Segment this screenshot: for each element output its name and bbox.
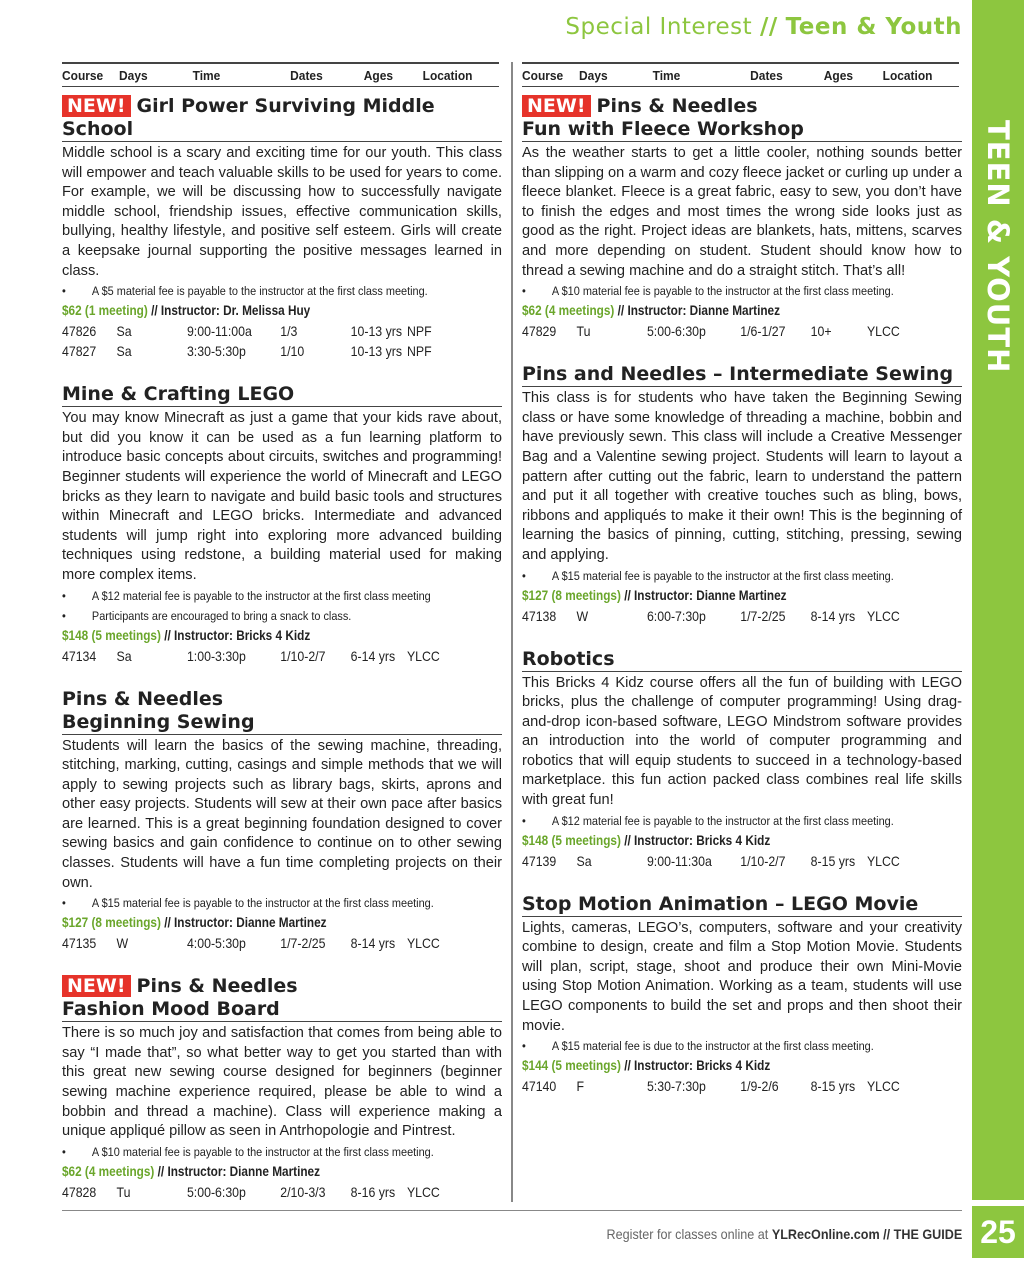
note-text: A $12 material fee is payable to the instructor at the first class meeting. [551, 813, 894, 828]
course-description: There is so much joy and satisfaction that comes from being able to say “I made that”, so what better way to get you started than with this great new sewing course designed for beginners (beginner sewing machine experience required, please be able to wind a bobbin and thread a machine). Class will experience making a unique appliqué pillow as seen in Antrhopologie and Pintrest. [62, 1025, 502, 1140]
session-time: 5:00-6:30p [646, 323, 706, 340]
session-course[interactable]: 47134 [62, 647, 97, 664]
note-text: A $15 material fee is payable to the instructor at the first class meeting. [551, 568, 894, 583]
course-instructor: // Instructor: Dr. Melissa Huy [151, 303, 311, 319]
course-listing [522, 893, 962, 1097]
course-description: As the weather starts to get a little cooler, nothing sounds better than slipping on a warm and cozy fleece jacket or curling up under a fleece blanket. Fleece is a great fabric, easy to sew, you don’t have to finish the edges and most times the wrong side looks just as good as the right. Project ideas are blankets, hats, mittens, scarves and more depending on student. Student should know how to thread a sewing machine and do a straight stitch. That’s all! [522, 145, 962, 279]
session-days: Sa [116, 323, 132, 340]
session-days: Sa [576, 852, 592, 869]
course-description: Lights, cameras, LEGO’s, computers, software and your creativity combine to design, create and film a Stop Motion Movie. Students will plan, script, stage, shoot and produce their own Mini-Movie using Stop Motion Animation. Working as a team, students will use LEGO components to build the set and props and then shoot their movie. [522, 919, 962, 1034]
course-instructor: // Instructor: Dianne Martinez [624, 587, 787, 603]
session-course[interactable]: 47826 [62, 323, 97, 340]
session-row [62, 1182, 500, 1202]
course-title [522, 893, 962, 917]
session-time: 3:30-5:30p [186, 343, 246, 360]
session-location: YLCC [866, 607, 900, 624]
course-title [522, 648, 962, 672]
session-dates: 1/7-2/25 [280, 935, 326, 952]
course-instructor: // Instructor: Bricks 4 Kidz [624, 832, 771, 848]
course-title [522, 95, 962, 142]
session-location: YLCC [866, 1078, 900, 1095]
session-location: NPF [406, 323, 432, 340]
footer-rule [62, 1210, 962, 1211]
session-ages: 10+ [810, 323, 832, 340]
page-number: 25 [972, 1206, 1024, 1258]
course-title-line: Mine & Crafting LEGO [62, 383, 295, 406]
session-location: YLCC [866, 323, 900, 340]
note-text: A $5 material fee is payable to the instructor at the first class meeting. [91, 284, 428, 299]
header-time: Time [192, 68, 221, 83]
session-ages: 8-15 yrs [810, 1078, 856, 1095]
session-ages: 8-14 yrs [810, 607, 856, 624]
footer-guide: THE GUIDE [893, 1226, 962, 1242]
course-description: Students will learn the basics of the sewing machine, threading, stitching, marking, cutting, casings and simple methods that we will apply to sewing projects such as library bags, skirts, aprons and other easy projects. Students will sew at their own pace after basics are learned. This is a great beginning foundation designed to cover sewing basics and gain confidence to continue on to other sewing classes. Students will have a fun time completing projects on their own. [62, 737, 502, 891]
course-listing [62, 975, 502, 1202]
course-note [522, 281, 960, 301]
note-text: Participants are encouraged to bring a snack to class. [91, 608, 352, 623]
session-days: Tu [116, 1183, 131, 1200]
session-time: 4:00-5:30p [186, 935, 246, 952]
session-row [62, 646, 500, 666]
session-course[interactable]: 47140 [522, 1078, 557, 1095]
new-badge: NEW! [62, 95, 131, 117]
course-description: This Bricks 4 Kidz course offers all the fun of building with LEGO bricks, plus the challenge of computer programming! Using drag-and-drop icon-based software, LEGO Mindstrom software provides an introduction into the world of computer programming and robotics that will equip students to succeed in a technology-based marketplace. this fun action packed class combines real life skills with great fun! [522, 674, 962, 809]
bullet-icon: • [62, 588, 66, 603]
header-location: Location [882, 68, 933, 83]
session-time: 5:30-7:30p [646, 1078, 706, 1095]
course-title-line: Beginning Sewing [62, 710, 255, 733]
course-price: $62 (4 meetings) [522, 303, 615, 319]
bullet-icon: • [62, 1144, 66, 1159]
footer-url[interactable]: YLRecOnline.com [771, 1226, 880, 1242]
left-column [62, 62, 502, 1202]
bullet-icon: • [62, 896, 66, 911]
course-title-line: Pins and Needles – Intermediate Sewing [522, 363, 954, 386]
header-days: Days [579, 68, 608, 83]
session-ages: 6-14 yrs [350, 647, 396, 664]
session-dates: 1/3 [280, 323, 298, 340]
session-days: W [576, 607, 589, 624]
right-column [522, 62, 962, 1096]
session-days: Tu [576, 323, 591, 340]
note-text: A $15 material fee is payable to the instructor at the first class meeting. [91, 896, 434, 911]
header-ages: Ages [823, 68, 854, 83]
session-days: Sa [116, 647, 132, 664]
session-days: F [576, 1078, 585, 1095]
course-price-line [62, 626, 500, 646]
course-title [62, 975, 502, 1022]
footer [606, 1226, 962, 1242]
note-text: A $10 material fee is payable to the instructor at the first class meeting. [551, 284, 894, 299]
session-time: 9:00-11:00a [186, 323, 252, 340]
bullet-icon: • [522, 568, 526, 583]
course-instructor: // Instructor: Dianne Martinez [157, 1163, 321, 1179]
header-course: Course [522, 68, 564, 83]
bullet-icon: • [522, 813, 526, 828]
course-listing [522, 363, 962, 625]
course-price: $62 (4 meetings) [62, 1163, 155, 1179]
session-time: 5:00-6:30p [186, 1183, 246, 1200]
session-row [62, 321, 500, 341]
bullet-icon: • [522, 1039, 526, 1054]
session-course[interactable]: 47829 [522, 323, 557, 340]
session-course[interactable]: 47828 [62, 1183, 97, 1200]
session-ages: 8-14 yrs [350, 935, 396, 952]
course-description: You may know Minecraft as just a game that your kids rave about, but did you know it can be used as a fun learning platform to introduce basic concepts about circuits, switches and programming! Beginner students will experience the world of Minecraft and LEGO bricks as they learn to navigate and build basic tools and structures within Minecraft and LEGO bricks. Intermediate and advanced students will jump right into exploring more advanced building techniques using redstone, a building material used for making more complex items. [62, 410, 502, 583]
course-description: Middle school is a scary and exciting time for our youth. This class will empower and teach valuable skills to be used for years to come. For example, we will be discussing how to successfully navigate middle school, friendship issues, effective communication skills, bullying, healthy lifestyle, and positive self esteem. Girls will create a keepsake journal supporting the positive messages learned in class. [62, 145, 502, 279]
session-dates: 1/7-2/25 [740, 607, 786, 624]
session-dates: 1/10-2/7 [740, 852, 786, 869]
course-price-line [522, 586, 960, 606]
session-time: 6:00-7:30p [646, 607, 706, 624]
session-row [522, 1076, 960, 1096]
session-location: NPF [406, 343, 432, 360]
session-row [522, 851, 960, 871]
session-ages: 8-16 yrs [350, 1183, 396, 1200]
session-ages: 10-13 yrs [350, 323, 402, 340]
course-description: This class is for students who have taken the Beginning Sewing class or have some knowledge of threading a machine, bobbin and have previously sewn. This class will include a Creative Messenger Bag and a Valentine sewing project. Students will learn to layout a pattern after cutting out the fabric, learn to understand the pattern and put it all together with creative touches such as bling, bows, ribbons and appliqués to make it their own! This is the beginning of learning the basics of pinning, cutting, stitching, pressing, sewing and applying. [522, 390, 962, 563]
course-price-line [62, 1162, 500, 1182]
course-instructor: // Instructor: Dianne Martinez [164, 915, 327, 931]
course-price-line [62, 913, 500, 933]
session-location: YLCC [406, 935, 440, 952]
session-location: YLCC [406, 1183, 440, 1200]
new-badge: NEW! [62, 975, 131, 997]
session-row [522, 321, 960, 341]
course-title-line: Pins & Needles [596, 95, 758, 117]
header-time: Time [652, 68, 681, 83]
session-ages: 10-13 yrs [350, 343, 402, 360]
bullet-icon: • [522, 284, 526, 299]
bullet-icon: • [62, 284, 66, 299]
course-note [522, 1036, 960, 1056]
course-title-line: Robotics [522, 647, 615, 670]
course-title-line: Stop Motion Animation – LEGO Movie [522, 892, 919, 915]
course-title-line: Fun with Fleece Workshop [522, 118, 804, 140]
session-dates: 1/6-1/27 [740, 323, 786, 340]
course-title [522, 363, 962, 387]
session-row [62, 933, 500, 953]
session-dates: 1/10-2/7 [280, 647, 326, 664]
footer-separator: // [882, 1226, 890, 1242]
session-dates: 1/10 [280, 343, 305, 360]
bullet-icon: • [62, 608, 66, 623]
course-listing [522, 648, 962, 871]
course-note [522, 811, 960, 831]
course-title-line: Fashion Mood Board [62, 998, 280, 1021]
session-course[interactable]: 47138 [522, 607, 557, 624]
course-title [62, 95, 502, 142]
note-text: A $10 material fee is payable to the instructor at the first class meeting. [91, 1144, 434, 1159]
session-days: Sa [116, 343, 132, 360]
session-ages: 8-15 yrs [810, 852, 856, 869]
header-location: Location [422, 68, 473, 83]
footer-prefix: Register for classes online at [606, 1226, 769, 1242]
course-price: $127 (8 meetings) [62, 915, 161, 931]
course-price: $144 (5 meetings) [522, 1058, 621, 1074]
course-note [522, 566, 960, 586]
course-listing [522, 95, 962, 341]
course-note [62, 893, 500, 913]
session-time: 1:00-3:30p [186, 647, 246, 664]
session-days: W [116, 935, 129, 952]
header-days: Days [119, 68, 148, 83]
course-instructor: // Instructor: Bricks 4 Kidz [624, 1058, 771, 1074]
session-dates: 2/10-3/3 [280, 1183, 326, 1200]
course-listing [62, 688, 502, 954]
session-course[interactable]: 47135 [62, 935, 97, 952]
course-instructor: // Instructor: Bricks 4 Kidz [164, 627, 311, 643]
session-row [522, 606, 960, 626]
session-location: YLCC [866, 852, 900, 869]
session-course[interactable]: 47139 [522, 852, 557, 869]
side-tab [972, 0, 1024, 1200]
side-tab-label: TEEN & YOUTH [981, 120, 1015, 374]
session-time: 9:00-11:30a [646, 852, 712, 869]
course-listing [62, 95, 502, 361]
course-note [62, 586, 500, 606]
course-price-line [62, 301, 500, 321]
session-row [62, 341, 500, 361]
session-dates: 1/9-2/6 [740, 1078, 779, 1095]
header-section: Special Interest [565, 14, 753, 40]
course-title [62, 383, 502, 407]
course-title-line: Girl Power Surviving Middle School [62, 95, 435, 140]
session-course[interactable]: 47827 [62, 343, 97, 360]
course-price-line [522, 1056, 960, 1076]
course-listing [62, 383, 502, 665]
page-header [560, 14, 962, 40]
header-dates: Dates [750, 68, 783, 83]
course-note [62, 606, 500, 626]
header-category: Teen & Youth [785, 14, 962, 40]
note-text: A $12 material fee is payable to the instructor at the first class meeting [91, 588, 431, 603]
course-title [62, 688, 502, 735]
course-title-line: Pins & Needles [136, 975, 298, 998]
course-price: $148 (5 meetings) [522, 832, 621, 848]
session-location: YLCC [406, 647, 440, 664]
course-price: $62 (1 meeting) [62, 303, 148, 319]
course-price-line [522, 301, 960, 321]
header-ages: Ages [363, 68, 394, 83]
course-instructor: // Instructor: Dianne Martinez [617, 303, 781, 319]
header-course: Course [62, 68, 104, 83]
course-note [62, 281, 500, 301]
course-price: $148 (5 meetings) [62, 627, 161, 643]
header-dates: Dates [290, 68, 323, 83]
header-separator: // [760, 14, 778, 40]
table-header [522, 62, 959, 87]
column-divider [511, 62, 513, 1202]
note-text: A $15 material fee is due to the instructor at the first class meeting. [551, 1039, 874, 1054]
course-note [62, 1142, 500, 1162]
new-badge: NEW! [522, 95, 591, 117]
course-price-line [522, 831, 960, 851]
table-header [62, 62, 499, 87]
course-title-line: Pins & Needles [62, 687, 224, 710]
course-price: $127 (8 meetings) [522, 587, 621, 603]
